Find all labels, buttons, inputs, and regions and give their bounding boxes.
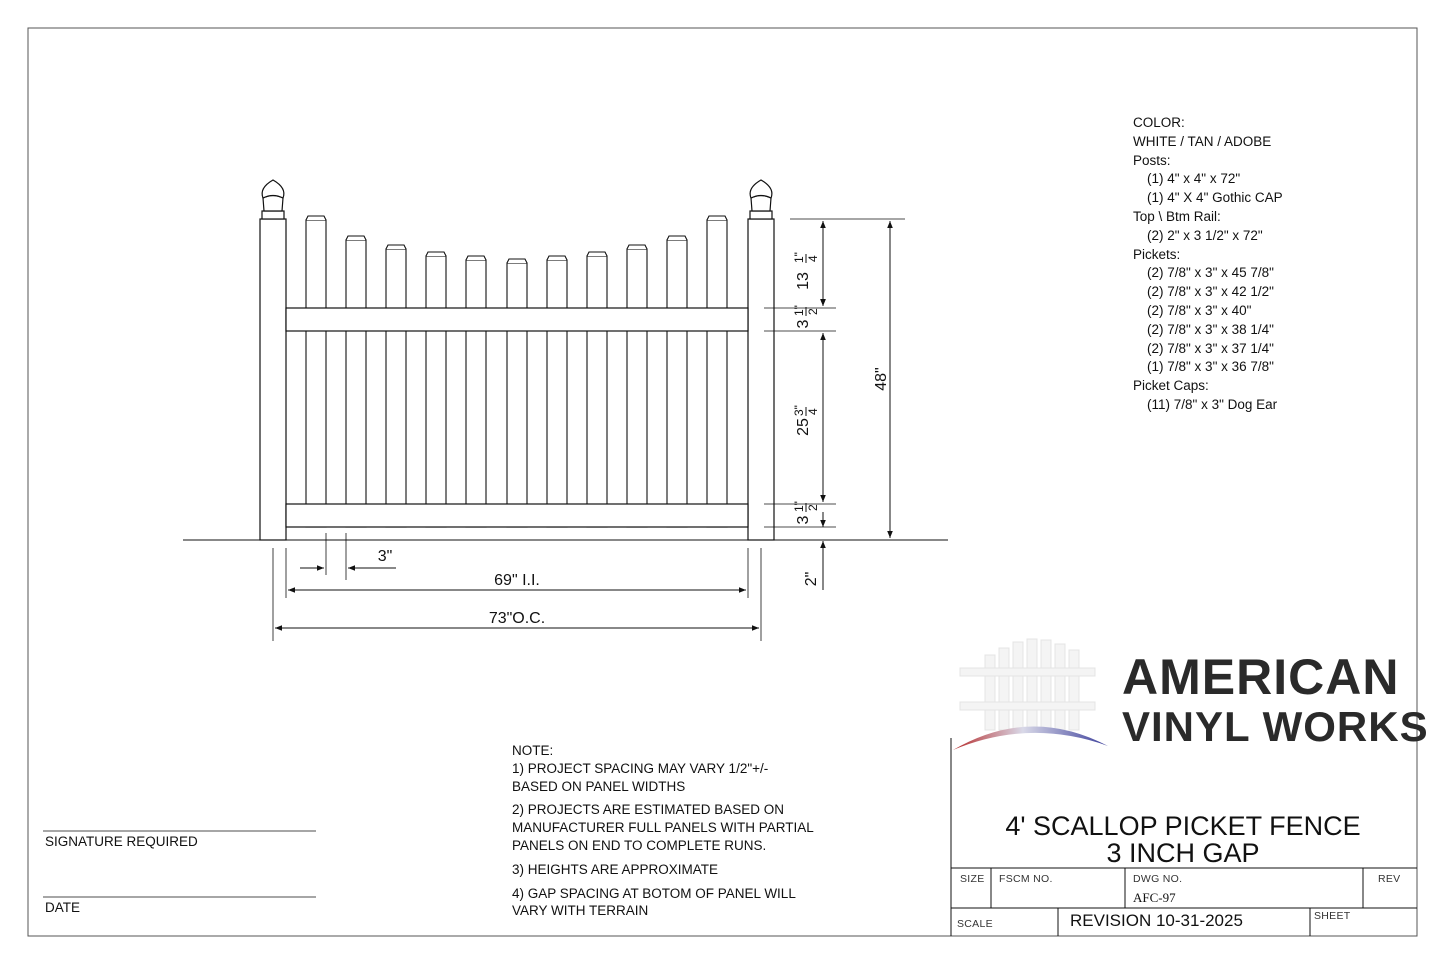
- picket: [426, 252, 446, 527]
- note-line: VARY WITH TERRAIN: [512, 903, 649, 919]
- spec-color-label: COLOR:: [1133, 115, 1185, 130]
- svg-text:3: 3: [795, 319, 812, 329]
- note-line: 2) PROJECTS ARE ESTIMATED BASED ON: [512, 802, 785, 818]
- svg-text:13: 13: [795, 272, 812, 290]
- dwg-label: DWG NO.: [1133, 873, 1183, 885]
- svg-text:2: 2: [806, 504, 820, 511]
- date-label: DATE: [45, 900, 81, 915]
- spec-item: (1) 4" x 4" x 72": [1147, 171, 1241, 187]
- spec-item: (1) 7/8" x 3" x 36 7/8": [1147, 359, 1274, 375]
- svg-text:4: 4: [806, 255, 820, 262]
- svg-text:25: 25: [795, 418, 812, 436]
- left-post: [260, 180, 286, 540]
- note-line: 3) HEIGHTS ARE APPROXIMATE: [512, 861, 719, 877]
- svg-text:1": 1": [792, 305, 806, 316]
- dim-3: 3": [377, 548, 393, 565]
- note-line: 1) PROJECT SPACING MAY VARY 1/2"+/-: [512, 760, 769, 776]
- dim-73: 73"O.C.: [488, 610, 546, 627]
- picket: [667, 236, 687, 527]
- spec-pickets-label: Pickets:: [1133, 246, 1181, 262]
- svg-text:2: 2: [806, 308, 820, 315]
- note-line: MANUFACTURER FULL PANELS WITH PARTIAL: [512, 820, 814, 836]
- picket: [627, 245, 647, 527]
- logo-line2: VINYL WORKS: [1122, 703, 1429, 750]
- scale-label: SCALE: [957, 918, 993, 930]
- note-line: 4) GAP SPACING AT BOTOM OF PANEL WILL: [512, 885, 796, 901]
- notes-heading: NOTE:: [512, 743, 554, 758]
- top-rail: [286, 308, 748, 331]
- fscm-label: FSCM NO.: [999, 873, 1053, 885]
- dim-3-1-2-top: [792, 305, 820, 328]
- bottom-rail: [286, 504, 748, 527]
- picket: [547, 256, 567, 527]
- material-spec-list: [1133, 114, 1283, 415]
- sheet-label: SHEET: [1314, 910, 1351, 922]
- svg-text:3: 3: [795, 515, 812, 525]
- spec-rail-label: Top \ Btm Rail:: [1133, 208, 1221, 224]
- picket: [507, 259, 527, 527]
- spec-item: (1) 4" X 4" Gothic CAP: [1147, 190, 1283, 206]
- picket: [386, 245, 406, 527]
- notes-block: [512, 742, 814, 920]
- logo-fence-graphic: [960, 639, 1095, 730]
- vertical-dimensions: [823, 221, 890, 590]
- note-line: PANELS ON END TO COMPLETE RUNS.: [512, 837, 767, 853]
- signature-label: SIGNATURE REQUIRED: [45, 834, 198, 849]
- right-post: [748, 180, 774, 540]
- spec-item: (2) 7/8" x 3" x 38 1/4": [1147, 321, 1274, 337]
- dwg-number: AFC-97: [1133, 890, 1176, 905]
- spec-item: (2) 7/8" x 3" x 42 1/2": [1147, 284, 1274, 300]
- dim-69: 69" I.I.: [494, 572, 540, 589]
- picket: [466, 256, 486, 527]
- spec-posts-label: Posts:: [1133, 152, 1171, 168]
- size-label: SIZE: [960, 873, 985, 885]
- dim-25-3-4: [792, 405, 820, 436]
- logo-line1: AMERICAN: [1122, 649, 1400, 705]
- svg-text:1": 1": [792, 501, 806, 512]
- drawing-title-line1: 4' SCALLOP PICKET FENCE: [1005, 811, 1361, 841]
- logo-swoosh: [953, 726, 1108, 750]
- picket: [306, 216, 326, 527]
- svg-text:1": 1": [792, 252, 806, 263]
- svg-text:3": 3": [792, 405, 806, 416]
- spec-item: (2) 7/8" x 3" x 45 7/8": [1147, 265, 1274, 281]
- drawing-title-line2: 3 INCH GAP: [1106, 838, 1260, 868]
- spec-item: (2) 7/8" x 3" x 37 1/4": [1147, 340, 1274, 356]
- spec-item: (2) 7/8" x 3" x 40": [1147, 302, 1252, 318]
- spec-color-value: WHITE / TAN / ADOBE: [1133, 133, 1272, 149]
- revision-date: REVISION 10-31-2025: [1070, 911, 1243, 930]
- rev-label: REV: [1378, 873, 1401, 885]
- dim-3-1-2-bottom: [792, 501, 820, 524]
- spec-item: (2) 2" x 3 1/2" x 72": [1147, 227, 1263, 243]
- spec-caps-label: Picket Caps:: [1133, 378, 1209, 394]
- picket: [346, 236, 366, 527]
- dim-2: 2": [803, 571, 820, 587]
- picket: [707, 216, 727, 527]
- pickets: [306, 216, 727, 527]
- dim-13-1-4: [792, 252, 820, 290]
- dim-48: 48": [873, 367, 890, 391]
- spec-item: (11) 7/8" x 3" Dog Ear: [1147, 396, 1278, 412]
- picket: [587, 252, 607, 527]
- note-line: BASED ON PANEL WIDTHS: [512, 778, 686, 794]
- svg-text:4: 4: [806, 408, 820, 415]
